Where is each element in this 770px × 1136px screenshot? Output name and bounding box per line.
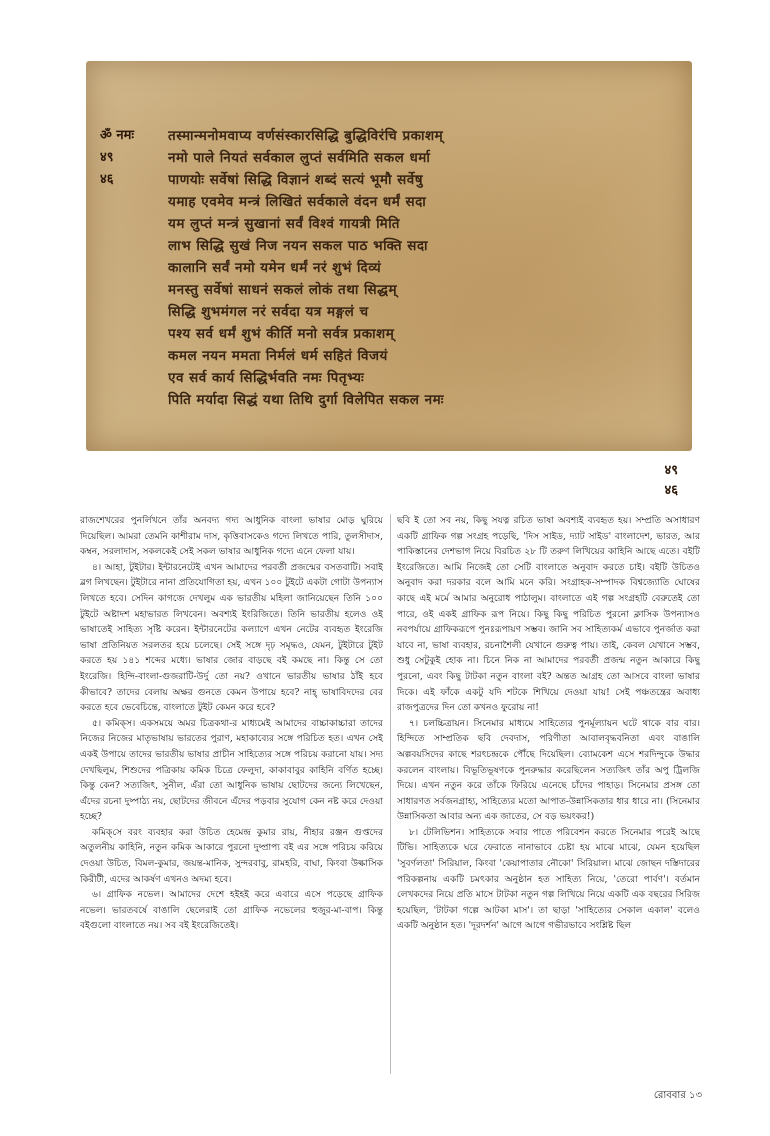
paragraph: ৮। টেলিভিশন। সাহিত্যকে সবার পাতে পরিবেশন করতে সিনেমার পরেই আছে টিভি। সাহিত্যকে ঘরে ফেরাতে নানাভাবে চেষ্টা হয় মাঝে মাঝে, যেমন হয়েছিল 'সুবর্ণলতা' সিরিয়াল, কিংবা 'কেয়াপাতার নৌকো' সিরিয়াল। মাঝে জোছন দস্তিদারের পরিকল্পনায় একটি চমৎকার অনুষ্ঠান হত সাহিত্য নিয়ে, 'তেরো পার্বণ'। বর্তমান লেখকদের নিয়ে প্রতি মাসে টাটকা নতুন গল্প লিখিয়ে নিয়ে একটি এক বছরের সিরিজ হয়েছিল, 'টাটকা গল্পে আটকা মাস'। তা ছাড়া 'সাহিত্যের সেকাল একাল' বলেও একটি অনুষ্ঠান হত। 'দূরদর্শন' আগে আগে গভীরভাবে সংশ্লিষ্ট ছিল (397, 827, 700, 932)
manuscript-line: पाणयोः सर्वेषां सिद्धि विज्ञानं शब्दं सत्यं भूमौ सर्वेषु (168, 172, 424, 188)
manuscript-line: कमल नयन ममता निर्मलं धर्म सहितं विजयं (168, 348, 388, 364)
margin-note: ॐ नमः (100, 128, 134, 143)
manuscript-line: यमाह एवमेव मन्त्रं लिखितं सर्वकाले वंदन धर्मं सदा (168, 194, 427, 210)
paragraph: ৭। চলচ্চিত্রায়ন। সিনেমার মাধ্যমে সাহিত্যের পুনর্মূল্যায়ন ঘটে থাকে বার বার। হিন্দিতে সাম্প্রতিক ছবি দেবদাস, পরিণীতা আবালবৃদ্ধবনিতা এবং বাঙালি অল্পবয়সিদের কাছে শরৎচন্দ্রকে পৌঁছে দিয়েছিল। ব্যোমকেশ এসে শরদিন্দুকে উদ্ধার করলেন বাংলায়। বিভূতিভূষণকে পুনরুদ্ধার করেছিলেন সত্যজিৎ তাঁর অপু ট্রিলজি দিয়ে। এখন নতুন করে তাঁকে ফিরিয়ে এনেছে চাঁদের পাহাড়। সিনেমার প্রসঙ্গ তো সাধারণত সর্বজনগ্রাহ্য, সাহিত্যের মতো আপাত-উন্নাসিকতার ধার ধারে না। (সিনেমার উন্নাসিকতা আবার অন্য এক জাতের, সে বড় ভয়ংকর!) (397, 718, 700, 823)
paragraph: ছবি ই তো সব নয়, কিছু সযত্ন রচিত ভাষা অবশ্যই ব্যবহৃত হয়। সম্প্রতি অসাধারণ একটি গ্রাফিক গল্প সংগ্রহ পড়েছি, 'দিস সাইড, দ্যাট সাইড' বাংলাদেশ, ভারত, আর পাকিস্তানের দেশভাগ নিয়ে বিরচিত ২৮ টি তরুণ লিখিয়ের কাহিনি আছে এতে। বইটি ইংরেজিতে। আমি নিজেই তো সেটি বাংলাতে অনুবাদ করতে চাই। বইটি উচিতও অনুবাদ করা দরকার বলে আমি মনে করি। সংগ্রাহক-সম্পাদক বিশ্বজ্যোতি ঘোষের কাছে এই মর্মে আমার অনুরোধ পাঠালুম। বাংলাতে এই গল্প সংগ্রহটি বেরুতেই তো পারে, ওই একই গ্রাফিক রূপ নিয়ে। কিছু কিছু পরিচিত পুরনো ক্লাসিক উপন্যাসও নবপর্যায়ে গ্রাফিকরূপে পুনঃরূপায়ণ সম্ভব। জানি সব সাহিত্যকর্ম এভাবে পুনর্জাত করা যাবে না, ভাষা ব্যবহার, রচনাশৈলী যেখানে গুরুত্ব পায়। তাই, কেবল যেখানে সম্ভব, শুধু সেটুকুই হোক না। চিনে নিক না আমাদের পরবর্তী প্রজন্ম নতুন আকারে কিছু পুরনো, এবং কিছু টাটকা নতুন বাংলা বই? অন্তত আগ্রহ তো আসবে বাংলা ভাষার দিকে। এই ফাঁকে একটু যদি শটকে শিখিয়ে দেওয়া যায়! সেই পঞ্চতন্ত্রের অবাধ্য রাজপুত্রদের দিন তো কখনও ফুরোয় না! (397, 516, 700, 714)
margin-note: ४९ (100, 150, 114, 165)
manuscript-line: तस्मान्मनोमवाप्य वर्णसंस्कारसिद्धि बुद्धिविरंचि प्रकाशम् (168, 128, 444, 144)
paragraph: ৫। কমিক্‌স। একসময়ে অমর চিত্রকথা-র মাধ্যমেই আমাদের বাচ্চাকাচ্চারা তাদের নিজের নিজের মাতৃভাষায় ভারতের পুরাণ, মহাকাব্যের সঙ্গে পরিচিত হত। এখন সেই একই উপায়ে তাদের ভারতীয় ভাষার প্রাচীন সাহিত্যের সঙ্গে পরিচয় করানো যায়। সদ্য দেখছিলুম, শিশুদের পত্রিকায় কমিক চিত্রে ফেলুদা, কাকাবাবুর কাহিনি বর্ণিত হচ্ছে। কিন্তু কেন? সত্যজিৎ, সুনীল, এঁরা তো আধুনিক ভাষায় ছোটদের জন্যে লিখেছেন, এঁদের রচনা দুষ্পাঠ্য নয়, ছোটদের জীবনে এঁদের পড়বার সুযোগ কেন নষ্ট করে দেওয়া হচ্ছে? (80, 718, 383, 823)
manuscript-image (86, 61, 692, 498)
manuscript-line: नमो पाले नियतं सर्वकाल लुप्तं सर्वमिति सकल धर्मा (168, 150, 431, 166)
margin-note: ४६ (664, 483, 678, 498)
manuscript-line: एव सर्व कार्य सिद्धिर्भवति नमः पितृभ्यः (168, 370, 365, 386)
paragraph: ৪। আহা, টুইটার। ইন্টারনেটেই এখন আমাদের পরবর্তী প্রজন্মের বসতবাটি। সবাই ব্লগ লিখছেন। টুইটারে নানা প্রতিযোগিতা হয়, এখন ১০০ টুইটে একটা গোটা উপন্যাস লিখতে হবে। সেদিন কাগজে দেখলুম এক ভারতীয় মহিলা জানিয়েছেন তিনি ১০০ টুইটে অষ্টাদশ মহাভারত লিখবেন। অবশ্যই ইংরিজিতে। তিনি ভারতীয় হলেও ওই ভাষাতেই সাহিত্য সৃষ্টি করেন। ইন্টারনেটের কল্যাণে এখন নেটের ব্যবহৃত ইংরেজি ভাষা প্রতিনিয়ত সরলতর হয়ে চলেছে। সেই সঙ্গে দৃঢ় সমৃদ্ধও, যেমন, টুইটারে টুইট করতে হয় ১৪১ শব্দের মধ্যে। ভাষার জোর বাড়ছে বই কমছে না। কিন্তু সে তো ইংরেজি। হিন্দি-বাংলা-গুজরাটি-উর্দু তো নয়? ওখানে ভারতীয় ভাষার ঠাঁই হবে কীভাবে? তাদের বেলায় অক্ষর গুনতে কেমন উপায়ে হবে? নাহ্ ভাষাবিদদের বের করতে হবে ভেবেচিন্তে, বাংলাতে টুইট কেমন করে হবে? (80, 562, 383, 714)
paragraph: ৬। গ্রাফিক নভেল। আমাদের দেশে হইহই করে এবারে এসে পড়েছে গ্রাফিক নভেল। ভারতবর্ষে বাঙালি ছেলেরাই তো গ্রাফিক নভেলের হুজুর-মা-বাপ। কিন্তু বইগুলো বাংলাতে নয়। সব বই ইংরেজিতেই। (80, 890, 383, 932)
paragraph: রাজশেখরের পুনর্লিখনে তাঁর অনবদ্য গদ্য আধুনিক বাংলা ভাষার মোড় ঘুরিয়ে দিয়েছিল। আমরা তেমনি কাশীরাম দাস, কৃত্তিবাসকেও গদ্যে লিখতে পারি, তুলসীদাস, কম্বন, সরলাদাস, সকলকেই সেই সকল ভাষার আধুনিক গদ্যে এনে ফেলা যায়। (80, 516, 383, 558)
manuscript-line: मनस्तु सर्वेषां साधनं सकलं लोकं तथा सिद्धम् (168, 282, 398, 298)
manuscript-line: पिति मर्यादा सिद्धं यथा तिथि दुर्गा विलेपित सकल नमः (168, 392, 444, 408)
manuscript-margin-right (664, 461, 678, 501)
manuscript-line: यम लुप्तं मन्त्रं सुखानां सर्वं विश्वं गायत्री मिति (168, 216, 400, 232)
article-column-left (80, 514, 383, 1074)
manuscript-margin-left (100, 125, 134, 191)
page-footer: রোববার ১৩ (653, 1090, 702, 1101)
margin-note: ४६ (100, 172, 114, 187)
paragraph: কমিক্‌সে বরং ব্যবহার করা উচিত হেমেন্দ্র কুমার রায়, নীহার রঞ্জন গুপ্তদের অতুলনীয় কাহিনি, নতুন কমিক আকারে পুরনো দুষ্প্রাপ্য বই এর সঙ্গে পরিচয় করিয়ে দেওয়া উচিত, বিমল-কুমার, জয়ন্ত-মানিক, সুন্দরবাবু, রামহরি, বাঘা, কিংবা উল্কাসিক কিরীটী, এদের আকর্ষণ এখনও অদম্য হবে। (80, 827, 383, 885)
manuscript-line: सिद्धि शुभमंगल नरं सर्वदा यत्र मङ्गलं च (168, 304, 369, 320)
column-divider (390, 514, 391, 1074)
article-body (80, 514, 700, 1074)
article-column-right (397, 514, 700, 1074)
manuscript-line: लाभ सिद्धि सुखं निज नयन सकल पाठ भक्ति सदा (168, 238, 428, 254)
manuscript-line: कालानि सर्वं नमो यमेन धर्मं नरं शुभं दिव्यं (168, 260, 382, 276)
manuscript-text (168, 125, 608, 411)
manuscript-line: पश्य सर्व धर्मं शुभं कीर्ति मनो सर्वत्र प्रकाशम् (168, 326, 395, 342)
margin-note: ४९ (664, 463, 678, 478)
